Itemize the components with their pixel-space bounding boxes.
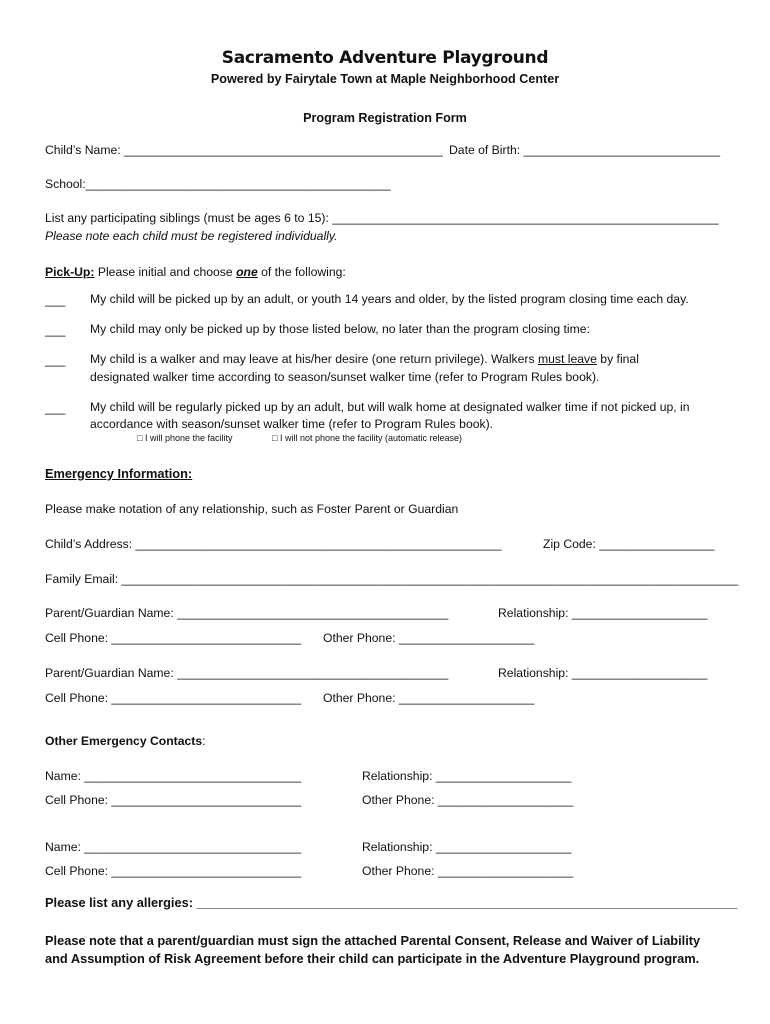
phone-facility-option[interactable] <box>137 433 233 444</box>
pickup-option-4-text: My child will be regularly picked up by an adult, but will walk home at designated walker time if not picked up, in <box>90 400 690 414</box>
pickup-option-1-text: My child will be picked up by an adult, or youth 14 years and older, by the listed program closing time each day. <box>90 292 689 306</box>
guardian-1-name-field[interactable]: Parent/Guardian Name: ________________________________________ <box>45 606 449 620</box>
pickup-option-2-initial[interactable]: ___ <box>45 323 66 337</box>
school-field[interactable]: School:_____________________________________________ <box>45 177 391 191</box>
no-phone-facility-label: I will not phone the facility (automatic release) <box>279 433 463 443</box>
phone-facility-label: I will phone the facility <box>144 433 233 443</box>
option-3-part-b: by final <box>600 352 639 366</box>
checkbox-icon[interactable]: □ <box>137 433 143 443</box>
contact-1-name-field[interactable]: Name: ________________________________ <box>45 769 302 783</box>
guardian-1-relationship-field[interactable]: Relationship: ____________________ <box>498 606 708 620</box>
pickup-instruction-post: of the following: <box>261 265 346 279</box>
contact-2-name-field[interactable]: Name: ________________________________ <box>45 840 302 854</box>
pickup-option-3-initial[interactable]: ___ <box>45 353 66 367</box>
pickup-instruction-em: one <box>236 265 258 279</box>
contact-1-relationship-field[interactable]: Relationship: ____________________ <box>362 769 572 783</box>
pickup-option-4-line-2: accordance with season/sunset walker time (refer to Program Rules book). <box>90 417 494 431</box>
contact-1-cell-field[interactable]: Cell Phone: ____________________________ <box>45 793 302 807</box>
option-3-part-a: My child is a walker and may leave at his/her desire (one return privilege). Walkers <box>90 352 535 366</box>
family-email-field[interactable]: Family Email: ___________________________________________________________________________________________ <box>45 572 739 586</box>
form-title: Program Registration Form <box>303 111 467 125</box>
pickup-option-1-initial[interactable]: ___ <box>45 293 66 307</box>
other-contacts-heading <box>45 734 206 749</box>
contact-1-other-phone-field[interactable]: Other Phone: ____________________ <box>362 793 574 807</box>
pickup-instruction <box>45 265 346 280</box>
pickup-instruction-pre: Please initial and choose <box>97 265 233 279</box>
pickup-option-2-text: My child may only be picked up by those listed below, no later than the program closing time: <box>90 322 590 336</box>
zip-code-field[interactable]: Zip Code: _________________ <box>543 537 715 551</box>
option-3-underlined: must leave <box>537 352 597 366</box>
emergency-heading: Emergency Information: <box>45 466 193 481</box>
pickup-option-3-line-2: designated walker time according to season/sunset walker time (refer to Program Rules book). <box>90 370 600 384</box>
allergies-field[interactable]: Please list any allergies: ____________________________________________________________________________ <box>45 895 738 910</box>
emergency-note: Please make notation of any relationship, such as Foster Parent or Guardian <box>45 502 459 516</box>
child-name-field[interactable]: Child’s Name: _______________________________________________ <box>45 143 443 157</box>
other-contacts-colon: : <box>202 734 206 748</box>
siblings-field[interactable]: List any participating siblings (must be ages 6 to 15): _________________________________________________________ <box>45 211 719 225</box>
consent-notice-line-2: and Assumption of Risk Agreement before their child can participate in the Adventure Playground program. <box>45 951 700 966</box>
other-contacts-title: Other Emergency Contacts <box>45 734 203 748</box>
consent-notice-line-1: Please note that a parent/guardian must sign the attached Parental Consent, Release and Waiver of Liability <box>45 933 701 948</box>
child-address-field[interactable]: Child’s Address: ______________________________________________________ <box>45 537 502 551</box>
guardian-1-cell-field[interactable]: Cell Phone: ____________________________ <box>45 631 302 645</box>
page-title: Sacramento Adventure Playground <box>221 48 549 68</box>
guardian-2-name-field[interactable]: Parent/Guardian Name: ________________________________________ <box>45 666 449 680</box>
pickup-option-3-text <box>90 352 639 367</box>
guardian-2-other-phone-field[interactable]: Other Phone: ____________________ <box>323 691 535 705</box>
contact-2-relationship-field[interactable]: Relationship: ____________________ <box>362 840 572 854</box>
pickup-label: Pick-Up: <box>45 265 95 279</box>
pickup-option-4-initial[interactable]: ___ <box>45 401 66 415</box>
guardian-2-relationship-field[interactable]: Relationship: ____________________ <box>498 666 708 680</box>
date-of-birth-field[interactable]: Date of Birth: _____________________________ <box>449 143 721 157</box>
checkbox-icon[interactable]: □ <box>272 433 278 443</box>
contact-2-other-phone-field[interactable]: Other Phone: ____________________ <box>362 864 574 878</box>
guardian-2-cell-field[interactable]: Cell Phone: ____________________________ <box>45 691 302 705</box>
no-phone-facility-option[interactable] <box>272 433 462 444</box>
page-subtitle: Powered by Fairytale Town at Maple Neighborhood Center <box>210 72 560 86</box>
registration-note: Please note each child must be registered individually. <box>45 229 338 243</box>
guardian-1-other-phone-field[interactable]: Other Phone: ____________________ <box>323 631 535 645</box>
contact-2-cell-field[interactable]: Cell Phone: ____________________________ <box>45 864 302 878</box>
